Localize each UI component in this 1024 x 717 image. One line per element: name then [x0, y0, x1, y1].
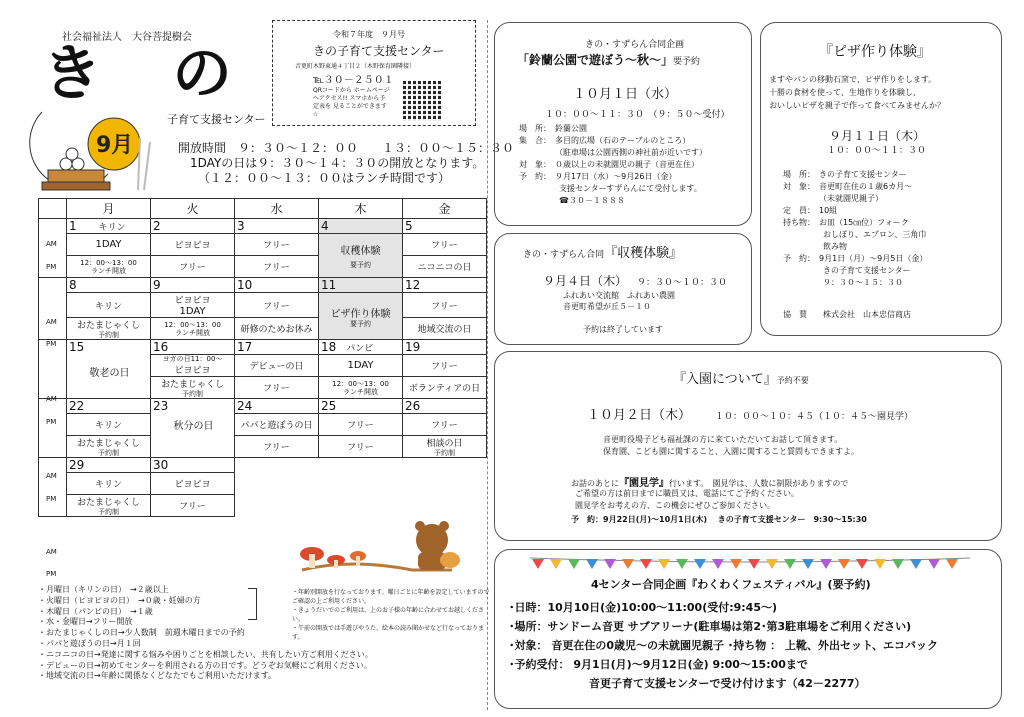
center-name: 子育て支援センター [167, 113, 266, 126]
cell-1-am: 1DAY [67, 234, 151, 256]
bunting-flag [838, 559, 850, 569]
bunting-flag [946, 559, 958, 569]
bunting-flag [766, 559, 778, 569]
bunting-flag [622, 559, 634, 569]
organization-name: 社会福祉法人 大谷菩提樹会 [62, 32, 192, 43]
telephone: ℡３０－２５０１ [313, 75, 394, 86]
bunting-flag [694, 559, 706, 569]
bunting-flag [730, 559, 742, 569]
event-festival: 4センター合同企画『わくわくフェスティバル』(要予約) ･日時：10月10日(金)10:00～11:00(受付:9:45～) ･場所：サンドーム音更 サブアリーナ(駐車場は第2･第3駐車場をご利用ください) ･対象： 音更在住の0歳児～の未就園児親子 ･持ち物 ： 上靴、外出セット、エコバック ･予約受付： 9月1日(月)～9月12日(金) 9:00～15:00まで 音更子育て支援センターで受け付けます（42－2277） [494, 549, 1002, 709]
bunting-flag [748, 559, 760, 569]
event-harvest-cell: 収穫体験 要予約 [319, 234, 403, 278]
bunting-flag [568, 559, 580, 569]
opening-hours: 開放時間 ９：３０～１２：００ １３：００～１５：３０ 1DAYの日は９：３０～１４：３０の開放となります。 （１２：００～１３：００はランチ時間です） [178, 141, 515, 185]
qr-box [272, 20, 476, 126]
address: 音更町木野東通４丁目２（木野保育園隣接） [295, 63, 416, 70]
bunting-flag [784, 559, 796, 569]
bunting-flag [856, 559, 868, 569]
bunting-flag [802, 559, 814, 569]
month-badge: 9月 [96, 133, 134, 158]
event-suzuran-park: きの・すずらん合同企画 「鈴蘭公園で遊ぼう～秋～」要予約 １０月１日（水） １０：００～１１：３０ （９：５０～受付） 場 所： 鈴蘭公園 集 合： 多目的広場（石のテーブルのところ） （駐車場は公園西側の神社前が近いです） 対 象： ０歳以上の未就園児の親子（音更在住） 予 約： ９月17日（水）～9月26日（金） 支援センターすずらんにて受付します。 ☎３０－１８８８ [494, 22, 752, 226]
issue-label: 令和７年度 ９月号 [333, 30, 405, 39]
header-wed: 水 [235, 199, 319, 219]
title-no: の [172, 39, 232, 109]
bracket [248, 588, 257, 620]
calendar-table: 月 火 水 木 金 1 キリン 2 3 4 5 1DAY ピヨピヨ フリー 収穫体験 要予約 フリー 12：00～13：00 ランチ開放 フリー フリー ニコニコの日 8 9 10 11 12 キリン ピヨピヨ 1DAY フリー ピザ作り体験 要予約 フリー おたまじゃくし 予約制 12：00～13：00 ランチ開放 研修のためお休み 地域交流の日 15 敬老の日 16 17 18 パンビ 19 ヨガの日11：00～ ピヨピヨ デビューの日 1DAY フリー おたまじゃくし 予約制 フリー 12：00～13：00 ランチ開放 ボランティアの日 22 23 秋分の日 24 25 26 キリン パパと遊ぼうの日 フリー フリー おたまじゃくし 予約制 フリー フリー 相談の日 予約制 29 30 キリン ピヨピヨ おたまじゃくし 予約制 フリー [38, 198, 487, 517]
usage-notes: ・年齢別開放を行なっております。曜日ごとに年齢を設定していますのでご確認の上ご利用ください。 ・きょうだいでのご利用は、上のお子様の年齢に合わせてお越しください。 ・午前の開放では手遊びやうた、絵本の読み聞かせなど行なっております。 [292, 589, 490, 641]
bunting-flag [910, 559, 922, 569]
bunting-flag [586, 559, 598, 569]
header-thu: 木 [319, 199, 403, 219]
bunting-flag [820, 559, 832, 569]
bunting-flag [874, 559, 886, 569]
title-ki: き [42, 39, 102, 109]
bunting-decoration [530, 556, 970, 570]
event-pizza: 『ピザ作り体験』 ますやパンの移動石窯で、ピザ作りをします。 十勝の食材を使って、生地作りを体験し、 おいしいピザを親子で作って食べてみませんか？ ９月１１日（木） １０：００～１１：３０ 場 所： きの子育て支援センター 対 象： 音更町在住の１歳6カ月～ （未就園児親子） 定 員： 10組 持ち物： お皿（15㎝位）フォーク おしぼり、エプロン、三角巾 飲み物 予 約： 9月1日（月）～9月5日（金） きの子育て支援センター ９：３０～１５：３０ 協 賛 株式会社 山本忠信商店 [760, 22, 1002, 336]
bunting-flag [550, 559, 562, 569]
moon-viewing-illustration [18, 108, 168, 194]
bunting-flag [712, 559, 724, 569]
bunting-flag [892, 559, 904, 569]
header-fri: 金 [403, 199, 487, 219]
bunting-flag [640, 559, 652, 569]
bunting-flag [532, 559, 544, 569]
weekday-notes: ・月曜日（キリンの日） →２歳以上 ・火曜日（ピヨピヨの日） →０歳・妊婦の方 ・木曜日（パンビの日） →１歳 ・水・金曜日→フリー開放 ・おたまじゃくしの日→少人数制 前週木曜日までの予約 ・パパと遊ぼうの日→月１回 ・ニコニコの日→発達に関する悩みや困りごとを相談したい、共有したい方ご利用ください。 ・デビューの日→初めてセンターを利用される方の日です。どうぞお気軽にご利用ください。 ・地域交流の日→年齢に関係なくどなたでもご利用いただけます。 [38, 585, 373, 681]
bunting-flag [676, 559, 688, 569]
event-pizza-cell: ピザ作り体験 要予約 [319, 293, 403, 340]
bunting-flag [658, 559, 670, 569]
qr-code-icon[interactable] [403, 81, 443, 121]
bunting-flag [928, 559, 940, 569]
qr-caption: QRコードから ホームページへアクセス!! スマホから予定表を 見ることができます☆ [313, 87, 390, 118]
center-full-name: きの子育て支援センター [313, 44, 445, 58]
header-tue: 火 [151, 199, 235, 219]
event-harvest: きの・すずらん合同『収穫体験』 ９月４日（木） ９：３０～１０：３０ ふれあい交流館 ふれあい農園 音更町希望が丘５－１０ 予約は終了しています [494, 233, 752, 345]
bunting-flag [604, 559, 616, 569]
event-enrollment: 『入園について』予約不要 １０月２日（木） １０：００～１０：４５（１０：４５～園見学） 音更町役場子ども福祉課の方に来ていただいてお話して頂きます。 保育園、こども園に関すること、入園に関すること質問もできますよ。 お話のあとに『園見学』行います。 園見学は、人数に制限がありますので ご希望の方は前日までに職員又は、電話にてご予約ください。 園見学をお考えの方、この機会にぜひご参加ください。 予 約：9月22日(月)～10月1日(木) きの子育て支援センター 9:30～15:30 [494, 351, 1002, 541]
mushroom-bear-illustration [292, 508, 482, 578]
header-mon: 月 [67, 199, 151, 219]
day-1: 1 キリン [67, 219, 151, 234]
